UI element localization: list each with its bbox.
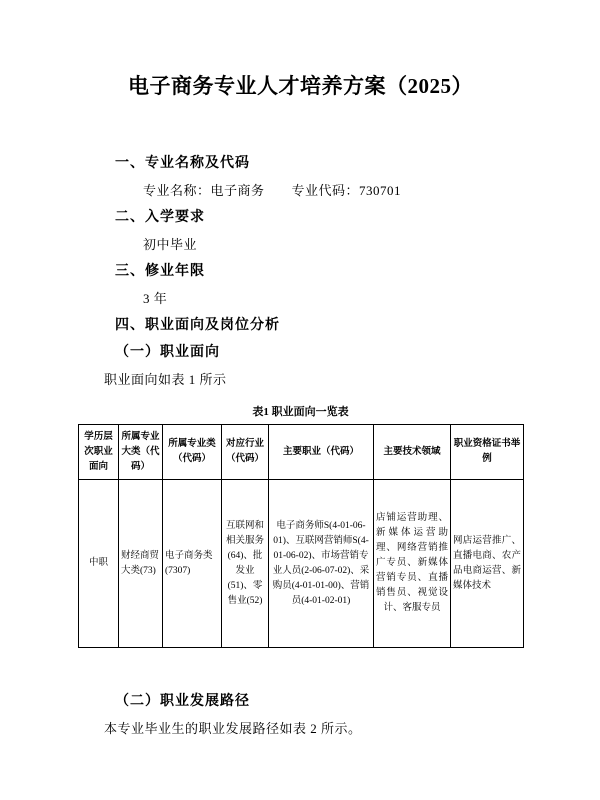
cell-major-class: 电子商务类(7307) <box>163 480 222 648</box>
document-content <box>78 0 523 742</box>
section-body-entry-requirements: 初中毕业 <box>143 237 198 252</box>
paragraph-table2-reference: 本专业毕业生的职业发展路径如表 2 所示。 <box>104 721 362 736</box>
career-orientation-table <box>78 424 524 648</box>
cell-industry: 互联网和相关服务(64)、批发业(51)、零售业(52) <box>222 480 269 648</box>
subsection-heading-career-development: （二）职业发展路径 <box>115 694 250 709</box>
table1-header-major-class: 所属专业类（代码） <box>163 425 222 480</box>
section-body-major-name-code: 专业名称：电子商务 专业代码：730701 <box>143 183 402 198</box>
cell-major-category: 财经商贸大类(73) <box>119 480 163 648</box>
table1-caption: 表1 职业面向一览表 <box>252 406 349 418</box>
document-title: 电子商务专业人才培养方案（2025） <box>128 74 473 98</box>
table1-header-education-level: 学历层次职业面向 <box>79 425 119 480</box>
table1-header-certificates: 职业资格证书举例 <box>451 425 524 480</box>
cell-tech-fields: 店铺运营助理、新媒体运营助理、网络营销推广专员、新媒体营销专员、直播销售员、视觉设计、客服专员 <box>374 480 451 648</box>
section-heading-study-duration: 三、修业年限 <box>115 264 205 279</box>
section-heading-major-name-code: 一、专业名称及代码 <box>115 156 250 171</box>
table1-header-major-category: 所属专业大类（代码） <box>119 425 163 480</box>
section-heading-entry-requirements: 二、入学要求 <box>115 210 205 225</box>
cell-certificates: 网店运营推广、直播电商、农产品电商运营、新媒体技术 <box>451 480 524 648</box>
table1-data-row <box>79 480 524 648</box>
document-body <box>78 150 523 742</box>
table1-header-industry: 对应行业（代码） <box>222 425 269 480</box>
table1-header-row <box>79 425 524 480</box>
cell-occupations: 电子商务师S(4-01-06-01)、互联网营销师S(4-01-06-02)、市场营销专业人员(2-06-07-02)、采购员(4-01-01-00)、营销员(4-01-02-01) <box>269 480 374 648</box>
subsection-heading-career-facing: （一）职业面向 <box>115 345 220 360</box>
table1-header-tech-fields: 主要技术领域 <box>374 425 451 480</box>
section-body-study-duration: 3 年 <box>143 291 168 306</box>
paragraph-table1-reference: 职业面向如表 1 所示 <box>104 372 227 387</box>
section-heading-career-orientation: 四、职业面向及岗位分析 <box>115 318 280 333</box>
table1-header-occupations: 主要职业（代码） <box>269 425 374 480</box>
cell-education-level: 中职 <box>79 480 119 648</box>
